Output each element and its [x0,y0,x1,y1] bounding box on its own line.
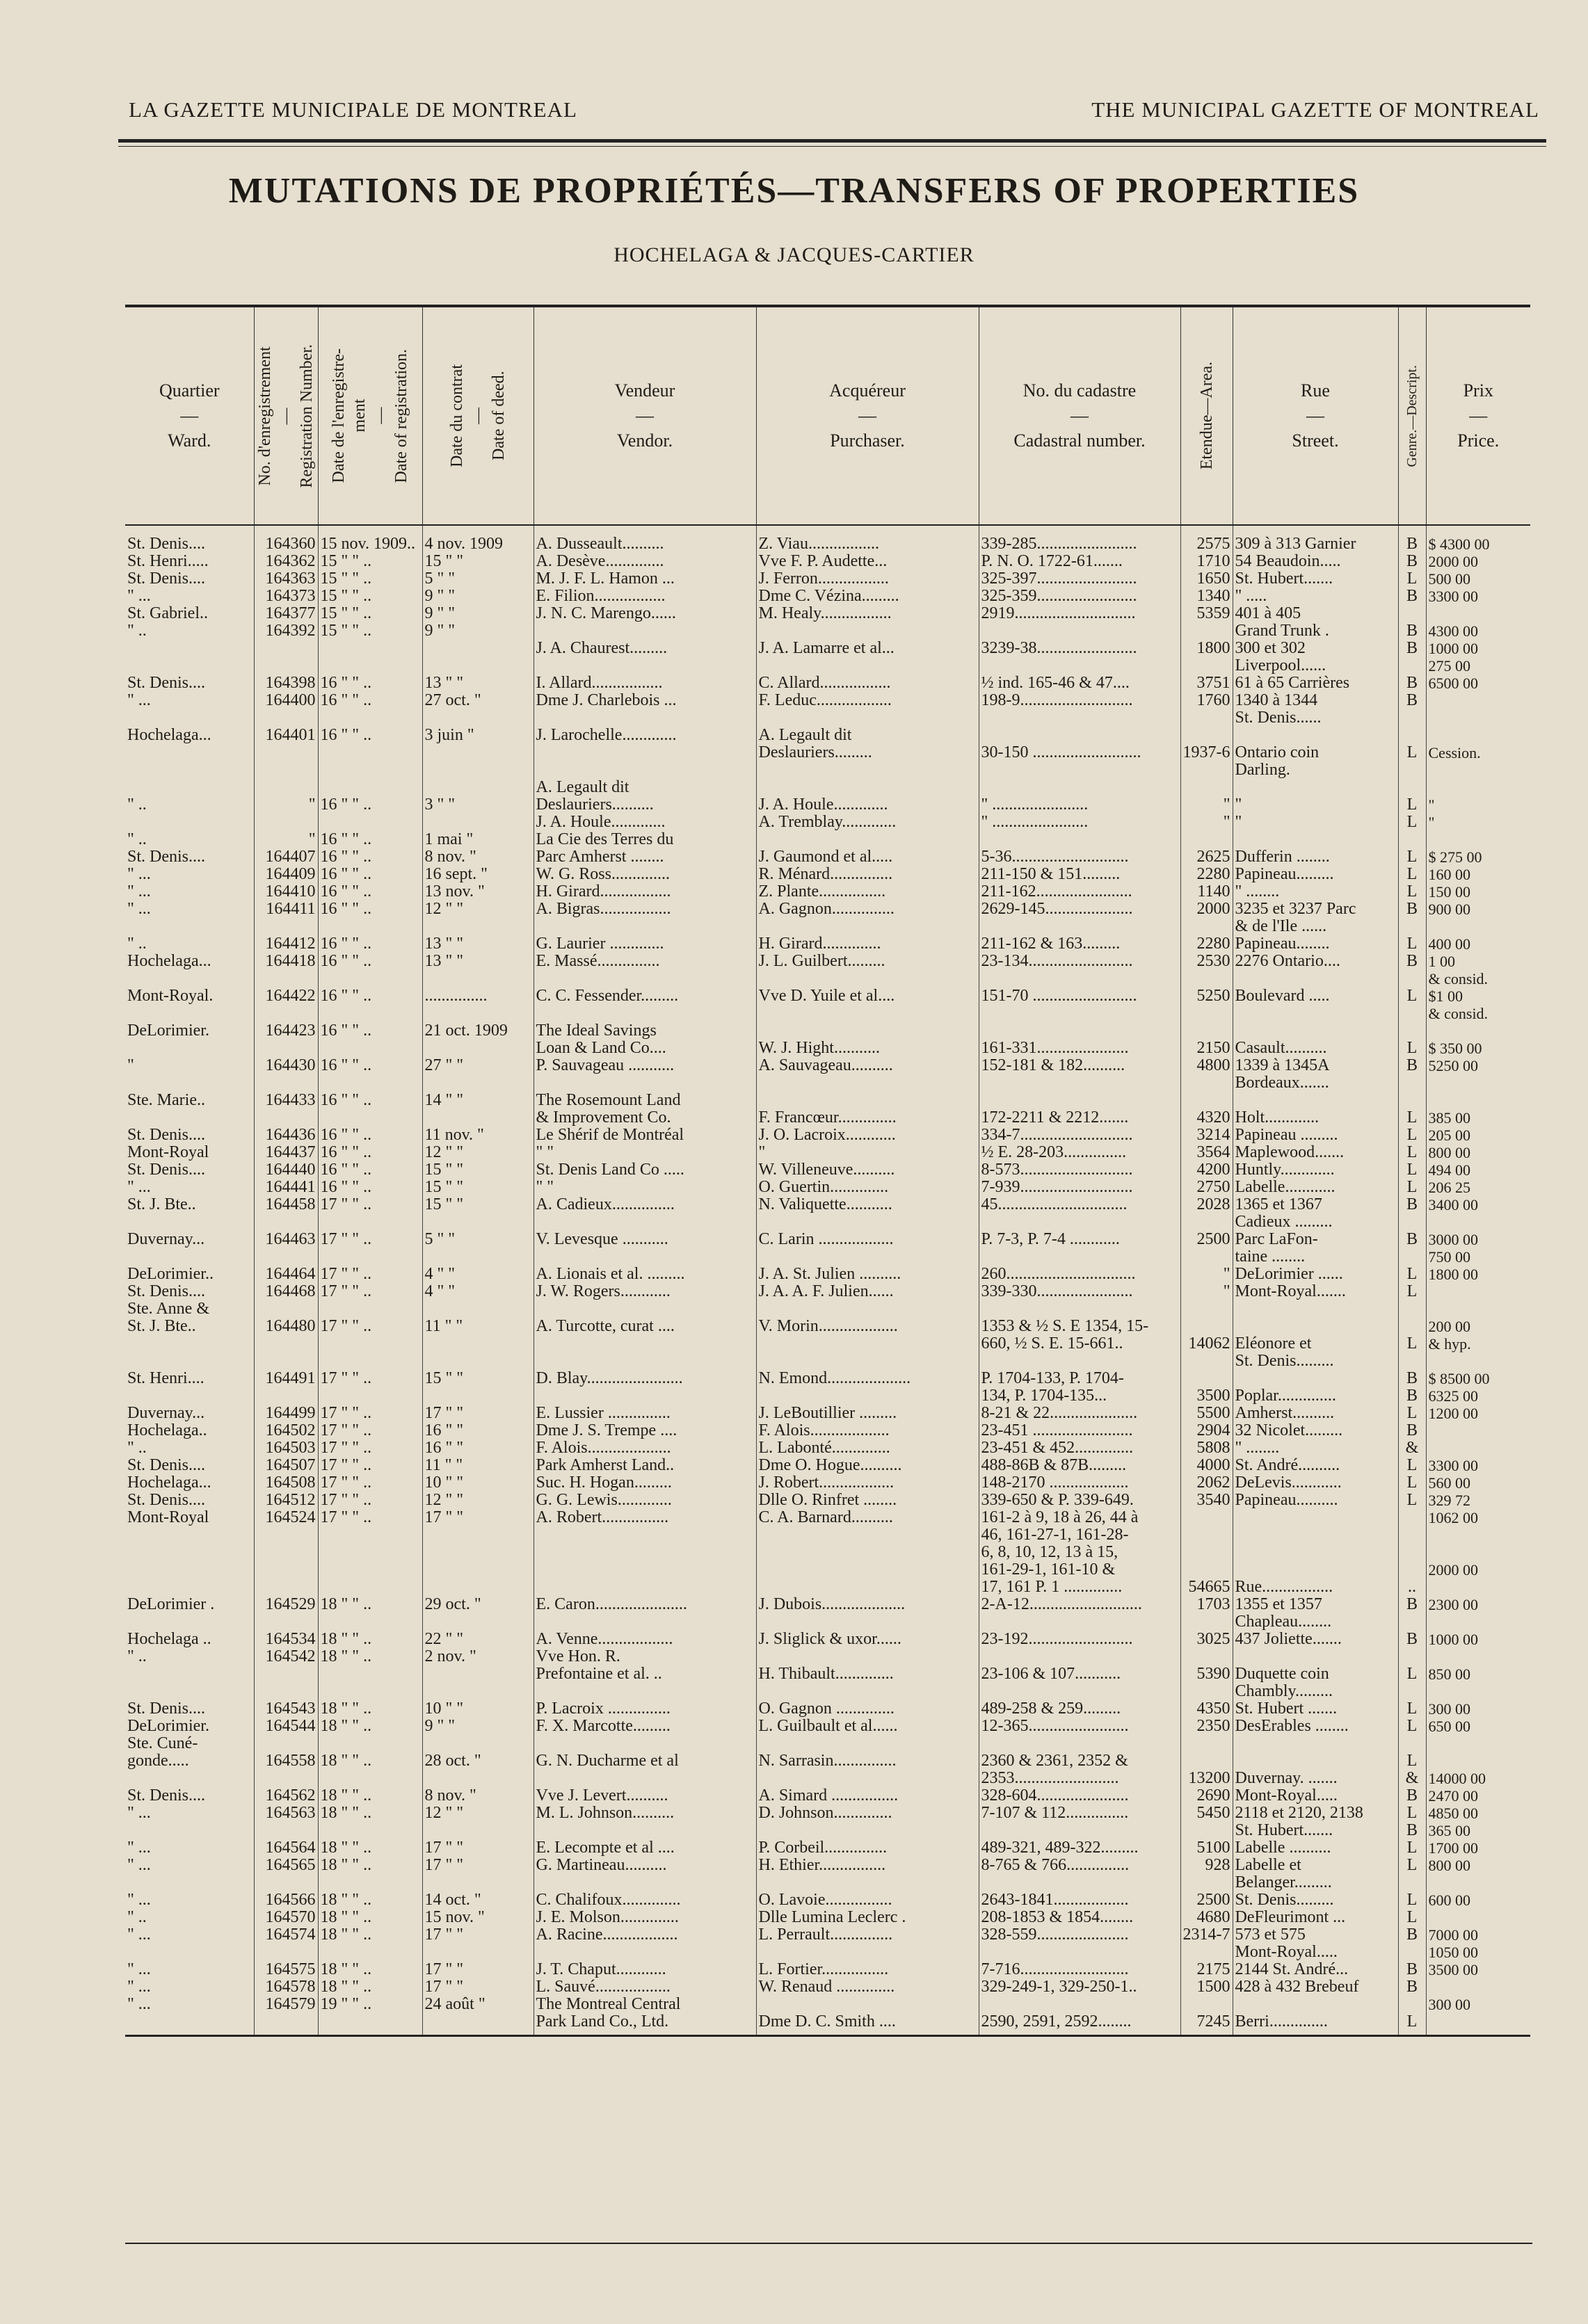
cell-area: 3214 3564 4200 2750 2028 [1180,1127,1233,1231]
cell-regdate: 15 " " .. [318,622,422,675]
cell-ward: Duvernay... [127,1231,205,1248]
table-row [125,525,1530,622]
cell-vendor: A. Legault dit Deslauriers.......... J. A. Houle............. La Cie des Terres du Parc Amherst ........ [534,779,756,866]
cell-deeddate: 13 " " 27 oct. " [422,675,534,727]
cell-cadastral: P. 1704-133, P. 1704- 134, P. 1704-135... [979,1370,1180,1405]
cell-street: St. André.......... DeLevis............ Papineau.......... Rue................. [1233,1457,1398,1596]
cell-area: 2150 4800 [1180,1022,1233,1092]
cell-genre: L L L [1398,1266,1426,1370]
table-row [125,866,1530,935]
table-row [125,987,1530,1022]
cell-cadastral: 2-A-12........................... [979,1596,1180,1631]
cell-regdate: 16 " " .. 16 " " .. 16 " " .. [318,866,422,935]
cell-cadastral: 2643-1841.................. 208-1853 & 1854........ 328-559...................... [979,1891,1180,1961]
cell-price: $ 8500 00 6325 00 [1426,1370,1530,1405]
cell-street: Holt............. [1233,1092,1398,1127]
cell-regno: 164534 164542 [254,1631,318,1700]
cell-vendor: I. Allard................. Dme J. Charlebois ... [534,675,756,727]
cell-purchaser: J. A. Houle............. A. Tremblay............. J. Gaumond et al..... [756,779,979,866]
cell-regno: 164499 164502 164503 [254,1405,318,1457]
cell-street: " " Dufferin ........ [1233,779,1398,866]
cell-street: 309 à 313 Garnier 54 Beaudoin..... St. Hubert....... " ..... 401 à 405 [1233,525,1398,622]
cell-genre: L B [1398,1022,1426,1092]
cell-ward: " ... " .. " ... [127,1891,151,1944]
running-header-right: THE MUNICIPAL GAZETTE OF MONTREAL [1091,97,1539,122]
cell-area: 1703 [1180,1596,1233,1631]
cell-street: Amherst.......... 32 Nicolet......... " ........ [1233,1405,1398,1457]
cell-cadastral: 489-321, 489-322......... 8-765 & 766............... [979,1839,1180,1891]
cell-purchaser: F. Francœur.............. [756,1092,979,1127]
cell-deeddate: 17 " " 17 " " [422,1839,534,1891]
cell-price: $ 350 00 5250 00 [1426,1022,1530,1092]
cell-street: Boulevard ..... [1233,987,1398,1022]
cell-price: 1200 00 [1426,1405,1530,1457]
cell-ward: DeLorimier.. St. Denis.... Ste. Anne & St. J. Bte.. [127,1266,214,1335]
cell-area: 1937-6 [1180,727,1233,779]
cell-deeddate: 17 " " 16 " " 16 " " [422,1405,534,1457]
cell-area: 3025 5390 [1180,1631,1233,1700]
cell-regdate: 16 " " .. 16 " " .. [318,675,422,727]
cell-deeddate: 10 " " 9 " " 28 oct. " [422,1700,534,1787]
cell-price: 1700 00 800 00 [1426,1839,1530,1891]
cell-vendor: V. Levesque ........... [534,1231,756,1266]
cell-deeddate: 17 " " 17 " " 24 août " [422,1961,534,2036]
cell-street: Ontario coin Darling. [1233,727,1398,779]
table-row [125,1457,1530,1596]
cell-cadastral: 260............................... 339-330....................... 1353 & ½ S. E 1354, 15- 660, ½ S. E. 15-661.. [979,1266,1180,1370]
cell-vendor: A. Venne.................. Vve Hon. R. Prefontaine et al. .. [534,1631,756,1700]
cell-vendor: C. C. Fessender......... [534,987,756,1022]
cell-genre: B [1398,1596,1426,1631]
cell-street: Papineau........ 2276 Ontario.... [1233,935,1398,987]
cell-cadastral: " ....................... " ....................... 5-36............................ [979,779,1180,866]
cell-genre: L B & [1398,1405,1426,1457]
cell-deeddate: 14 " " [422,1092,534,1127]
cell-deeddate: 14 oct. " 15 nov. " 17 " " [422,1891,534,1961]
cell-regno: 164566 164570 164574 [254,1891,318,1961]
cell-cadastral: 30-150 .......................... [979,727,1180,779]
cell-regdate: 17 " " .. 17 " " .. 17 " " .. [318,1266,422,1370]
cell-regdate: 18 " " .. 18 " " .. 19 " " .. [318,1961,422,2036]
cell-vendor: C. Chalifoux.............. J. E. Molson.............. A. Racine.................. [534,1891,756,1961]
cell-ward: Duvernay... Hochelaga.. " .. [127,1405,207,1457]
cell-regdate: 18 " " .. 18 " " .. 18 " " .. [318,1700,422,1787]
cell-cadastral: ½ ind. 165-46 & 47.... 198-9........................... [979,675,1180,727]
cell-street: 1355 et 1357 Chapleau........ [1233,1596,1398,1631]
cell-purchaser: Vve D. Yuile et al.... [756,987,979,1022]
cell-regno: 164401 [254,727,318,779]
cell-purchaser: Z. Viau................. Vve F. P. Audette... J. Ferron................. Dme C. Vézina......... M. Healy................. [756,525,979,622]
cell-genre: L L [1398,1839,1426,1891]
table-row [125,1231,1530,1266]
cell-area: 5500 2904 5808 [1180,1405,1233,1457]
cell-genre: L L B [1398,866,1426,935]
cell-vendor: W. G. Ross.............. H. Girard................. A. Bigras................. [534,866,756,935]
cell-price: 600 00 7000 00 1050 00 [1426,1891,1530,1961]
cell-ward: St. Denis.... " ... [127,1787,206,1822]
cell-regdate: 17 " " .. 17 " " .. 17 " " .. 17 " " .. [318,1457,422,1596]
cell-genre: B B L B [1398,525,1426,622]
cell-deeddate: 21 oct. 1909 27 " " [422,1022,534,1092]
cell-vendor: The Rosemount Land & Improvement Co. [534,1092,756,1127]
cell-genre: L L B [1398,1891,1426,1961]
cell-deeddate: 22 " " 2 nov. " [422,1631,534,1700]
cell-cadastral: 7-716.......................... 329-249-1, 329-250-1.. 2590, 2591, 2592........ [979,1961,1180,2036]
cell-genre: L L L [1398,779,1426,866]
cell-genre: B L B [1398,1787,1426,1839]
footer-rule [125,2243,1532,2244]
cell-vendor: A. Lionais et al. ......... J. W. Rogers............ A. Turcotte, curat .... [534,1266,756,1370]
cell-regdate: 16 " " .. 16 " " .. [318,935,422,987]
cell-deeddate: 4 nov. 1909 15 " " 5 " " 9 " " 9 " " [422,525,534,622]
cell-regdate: 16 " " .. 16 " " .. 16 " " .. [318,779,422,866]
header-rule-thin [118,146,1546,147]
cell-street: Parc LaFon- taine ........ [1233,1231,1398,1266]
cell-purchaser: J. Sliglick & uxor...... H. Thibault.............. [756,1631,979,1700]
cell-area: 5250 [1180,987,1233,1022]
cell-purchaser: J. O. Lacroix............ " W. Villeneuve.......... O. Guertin.............. N. Valiquette........... [756,1127,979,1231]
cell-cadastral: 211-162 & 163......... 23-134......................... [979,935,1180,987]
cell-purchaser: J. A. St. Julien .......... J. A. A. F. Julien...... V. Morin................... [756,1266,979,1370]
cell-regdate: 17 " " .. 17 " " .. 17 " " .. [318,1405,422,1457]
cell-area: 2280 2530 [1180,935,1233,987]
cell-ward: Mont-Royal. [127,987,214,1005]
cell-area: 4350 2350 13200 [1180,1700,1233,1787]
cell-street: Grand Trunk . 300 et 302 Liverpool...... [1233,622,1398,675]
cell-price: 1800 00 200 00 & hyp. [1426,1266,1530,1370]
col-purchaser: Acquéreur — Purchaser. [756,306,979,525]
cell-regno: " " 164407 [254,779,318,866]
cell-regno: 164464 164468 164480 [254,1266,318,1370]
cell-street: DeLorimier ...... Mont-Royal....... Eléonore et St. Denis......... [1233,1266,1398,1370]
col-street: Rue — Street. [1233,306,1398,525]
cell-purchaser: Dme O. Hogue.......... J. Robert.................. Dlle O. Rinfret ........ C. A. Barnard.......... [756,1457,979,1596]
cell-area: 4000 2062 3540 54665 [1180,1457,1233,1596]
cell-street: 437 Joliette....... Duquette coin Chambly......... [1233,1631,1398,1700]
cell-regno: 164463 [254,1231,318,1266]
cell-purchaser: A. Simard ................ D. Johnson.............. [756,1787,979,1839]
cell-genre: B B L [1398,1961,1426,2036]
cell-genre: B L [1398,1631,1426,1700]
cell-cadastral: 334-7........................... ½ E. 28-203............... 8-573........................... 7-939........................... 45............................... [979,1127,1180,1231]
cell-vendor: Le Shérif de Montréal " " St. Denis Land Co ..... " " A. Cadieux............... [534,1127,756,1231]
cell-regno: 164360 164362 164363 164373 164377 [254,525,318,622]
cell-regdate: 17 " " .. [318,1231,422,1266]
cell-vendor: Park Amherst Land.. Suc. H. Hogan......... G. G. Lewis............. A. Robert................ [534,1457,756,1596]
page-subtitle: HOCHELAGA & JACQUES-CARTIER [613,243,975,266]
cell-regdate: 16 " " .. [318,987,422,1022]
cell-deeddate: ............... [422,987,534,1022]
col-area: Etendue—Area. [1180,306,1233,525]
cell-regno: 164412 164418 [254,935,318,987]
cell-vendor: E. Caron...................... [534,1596,756,1631]
cell-ward: " ... " ... " ... [125,1961,254,2036]
cell-regno: 164564 164565 [254,1839,318,1891]
cell-vendor: J. Larochelle............. [534,727,756,779]
cell-genre: B [1398,1231,1426,1266]
cell-regdate: 16 " " .. [318,727,422,779]
cell-price: 4300 00 1000 00 275 00 [1426,622,1530,675]
cell-price: 6500 00 [1426,675,1530,727]
cell-deeddate: 5 " " [422,1231,534,1266]
cell-cadastral: 151-70 ......................... [979,987,1180,1022]
cell-area: 5100 928 [1180,1839,1233,1891]
cell-deeddate: 13 " " 13 " " [422,935,534,987]
cell-price: 300 00 650 00 14000 00 [1426,1700,1530,1787]
table-row [125,622,1530,675]
cell-deeddate: 15 " " [422,1370,534,1405]
cell-street: Labelle .......... Labelle et Belanger......... [1233,1839,1398,1891]
page-title: MUTATIONS DE PROPRIÉTÉS—TRANSFERS OF PROPERTIES [228,171,1360,211]
cell-area: " " 14062 [1180,1266,1233,1370]
cell-vendor: The Ideal Savings Loan & Land Co.... P. Sauvageau ........... [534,1022,756,1092]
header-rule [118,139,1546,143]
cell-deeddate: 11 nov. " 12 " " 15 " " 15 " " 15 " " [422,1127,534,1231]
cell-purchaser: J. Dubois.................... [756,1596,979,1631]
cell-cadastral: 211-150 & 151......... 211-162....................... 2629-145..................... [979,866,1180,935]
cell-ward: " .. [127,622,147,640]
cell-area: 4320 [1180,1092,1233,1127]
cell-regno: 164436 164437 164440 164441 164458 [254,1127,318,1231]
cell-ward: St. Denis.... Mont-Royal St. Denis.... " ... St. J. Bte.. [127,1127,209,1213]
cell-price: 1000 00 850 00 [1426,1631,1530,1700]
cell-genre: L [1398,1092,1426,1127]
table-row [125,1787,1530,1839]
table-row [125,1839,1530,1891]
table-row [125,779,1530,866]
cell-regdate: 18 " " .. 18 " " .. [318,1839,422,1891]
cell-ward: St. Denis.... St. Henri..... St. Denis.... " ... St. Gabriel.. [127,535,209,622]
cell-area: " " 2625 [1180,779,1233,866]
cell-ward: St. Denis.... " ... [127,675,206,709]
cell-street: Mont-Royal..... 2118 et 2120, 2138 St. Hubert....... [1233,1787,1398,1839]
transfers-table [125,305,1530,2037]
cell-cadastral: 161-331...................... 152-181 & 182.......... [979,1022,1180,1092]
cell-cadastral: 23-192......................... 23-106 & 107........... [979,1631,1180,1700]
cell-regno: 164491 [254,1370,318,1405]
table-row [125,1596,1530,1631]
cell-area: 2175 1500 7245 [1180,1961,1233,2036]
cell-purchaser: J. A. Lamarre et al... [756,622,979,675]
cell-vendor: E. Lussier ............... Dme J. S. Trempe .... F. Alois.................... [534,1405,756,1457]
table-row [125,1700,1530,1787]
cell-price: 385 00 [1426,1092,1530,1127]
cell-street: Papineau......... " ........ 3235 et 3237 Parc & de l'Ile ...... [1233,866,1398,935]
cell-cadastral: 8-21 & 22..................... 23-451 ........................ 23-451 & 452.............. [979,1405,1180,1457]
cell-regno: 164575 164578 164579 [254,1961,318,2036]
cell-regdate: 17 " " .. [318,1370,422,1405]
cell-street: St. Hubert ....... DesErables ........ Duvernay. ....... [1233,1700,1398,1787]
cell-genre: L L L & [1398,1700,1426,1787]
cell-purchaser: O. Lavoie................ Dlle Lumina Leclerc . L. Perrault............... [756,1891,979,1961]
cell-genre: L L L L B [1398,1127,1426,1231]
cell-deeddate: 4 " " 4 " " 11 " " [422,1266,534,1370]
cell-genre: L [1398,987,1426,1022]
cell-area: 1800 [1180,622,1233,675]
cell-purchaser: C. Larin .................. [756,1231,979,1266]
cell-purchaser: R. Ménard............... Z. Plante................ A. Gagnon............... [756,866,979,935]
cell-purchaser: H. Girard.............. J. L. Guilbert......... [756,935,979,987]
cell-genre: B B [1398,1370,1426,1405]
cell-regdate: 18 " " .. 18 " " .. [318,1631,422,1700]
cell-street: 61 à 65 Carrières 1340 à 1344 St. Denis...... [1233,675,1398,727]
cell-regdate: 16 " " .. 16 " " .. [318,1022,422,1092]
cell-regdate: 18 " " .. 18 " " .. 18 " " .. [318,1891,422,1961]
cell-purchaser: W. J. Hight........... A. Sauvageau.......... [756,1022,979,1092]
cell-price: 2300 00 [1426,1596,1530,1631]
cell-deeddate: 11 " " 10 " " 12 " " 17 " " [422,1457,534,1596]
cell-ward: DeLorimier. " [127,1022,209,1074]
cell-vendor: J. A. Chaurest......... [534,622,756,675]
cell-ward: DeLorimier . [127,1596,215,1613]
table-row [125,1961,1530,2036]
cell-regno: 164562 164563 [254,1787,318,1839]
cell-price: 205 00 800 00 494 00 206 25 3400 00 [1426,1127,1530,1231]
table-row [125,935,1530,987]
table-row [125,1266,1530,1370]
cell-genre: L [1398,727,1426,779]
cell-area: 2500 [1180,1231,1233,1266]
cell-ward: Ste. Marie.. [127,1092,205,1109]
cell-genre: L B [1398,935,1426,987]
cell-ward: St. Denis.... Hochelaga... St. Denis.... Mont-Royal [127,1457,211,1526]
cell-price: 3000 00 750 00 [1426,1231,1530,1266]
table-row [125,1631,1530,1700]
cell-regno: 164433 [254,1092,318,1127]
cell-deeddate: 3 juin " [422,727,534,779]
cell-street: Casault.......... 1339 à 1345A Bordeaux....... [1233,1022,1398,1092]
col-vendor: Vendeur — Vendor. [534,306,756,525]
table-row [125,1022,1530,1092]
table-header-row [125,306,1530,525]
cell-area: 2500 4680 2314-7 [1180,1891,1233,1961]
cell-ward: " .. Hochelaga... [127,935,211,970]
cell-area: 2690 5450 [1180,1787,1233,1839]
cell-area: 3751 1760 [1180,675,1233,727]
cell-regno: 164422 [254,987,318,1022]
running-header-left: LA GAZETTE MUNICIPALE DE MONTREAL [129,97,577,122]
cell-area: 3500 [1180,1370,1233,1405]
cell-price: 160 00 150 00 900 00 [1426,866,1530,935]
cell-purchaser: L. Fortier................ W. Renaud .............. Dme D. C. Smith .... [756,1961,979,2036]
cell-vendor: Vve J. Levert.......... M. L. Johnson.......... [534,1787,756,1839]
cell-regno: 164423 164430 [254,1022,318,1092]
table-row [125,1891,1530,1961]
cell-vendor: G. Laurier ............. E. Massé............... [534,935,756,987]
cell-cadastral: 3239-38........................ [979,622,1180,675]
cell-price: 3300 00 560 00 329 72 1062 00 2000 00 [1426,1457,1530,1596]
cell-deeddate: 9 " " [422,622,534,675]
cell-price: Cession. [1426,727,1530,779]
cell-ward: Hochelaga... [127,727,211,744]
cell-price: 400 00 1 00 & consid. [1426,935,1530,987]
cell-cadastral: 489-258 & 259......... 12-365........................ 2360 & 2361, 2352 & 2353......................... [979,1700,1180,1787]
cell-vendor: P. Lacroix ............... F. X. Marcotte......... G. N. Ducharme et al [534,1700,756,1787]
cell-price: 2470 00 4850 00 365 00 [1426,1787,1530,1839]
cell-vendor: E. Lecompte et al .... G. Martineau.......... [534,1839,756,1891]
cell-regdate: 18 " " .. [318,1596,422,1631]
cell-cadastral: 488-86B & 87B......... 148-2170 ................... 339-650 & P. 339-649. 161-2 à 9, 18 à 26, 44 à 46, 161-27-1, 161-28- 6, 8, 10, 12, 13 à 15, 161-29-1, 161-10 & 17, 161 P. 1 .............. [979,1457,1180,1596]
cell-ward: " ... " ... [127,1839,151,1874]
cell-price: $1 00 & consid. [1426,987,1530,1022]
cell-regdate: 16 " " .. 16 " " .. 16 " " .. 16 " " .. 17 " " .. [318,1127,422,1231]
cell-regdate: 16 " " .. [318,1092,422,1127]
cell-purchaser: A. Legault dit Deslauriers......... [756,727,979,779]
cell-street: 2144 St. André... 428 à 432 Brebeuf Berri.............. [1233,1961,1398,2036]
cell-cadastral: 328-604...................... 7-107 & 112............... [979,1787,1180,1839]
cell-price: " " $ 275 00 [1426,779,1530,866]
table-body [125,525,1530,2036]
cell-genre: L L L .. [1398,1457,1426,1596]
col-regno: No. d'enregistrement — Registration Number. [254,306,318,525]
table-row [125,1405,1530,1457]
cell-regno: 164392 [254,622,318,675]
col-cadastral: No. du cadastre — Cadastral number. [979,306,1180,525]
cell-ward: St. Denis.... DeLorimier. Ste. Cuné- gonde..... [127,1700,209,1770]
cell-cadastral: P. 7-3, P. 7-4 ............ [979,1231,1180,1266]
col-ward: Quartier — Ward. [125,306,254,525]
cell-purchaser: O. Gagnon .............. L. Guilbault et al...... N. Sarrasin............... [756,1700,979,1787]
cell-regno: 164409 164410 164411 [254,866,318,935]
cell-vendor: J. T. Chaput............ L. Sauvé.................. The Montreal Central Park Land Co., Ltd. [534,1961,756,2036]
cell-deeddate: 8 nov. " 12 " " [422,1787,534,1839]
cell-purchaser: P. Corbeil............... H. Ethier................ [756,1839,979,1891]
cell-vendor: A. Dusseault.......... A. Desève.............. M. J. F. L. Hamon ... E. Filion................. J. N. C. Marengo...... [534,525,756,622]
col-price: Prix — Price. [1426,306,1530,525]
cell-regno: 164529 [254,1596,318,1631]
cell-ward: " .. " .. St. Denis.... [127,796,206,866]
cell-deeddate: 16 sept. " 13 nov. " 12 " " [422,866,534,935]
col-deeddate: Date du contrat — Date of deed. [422,306,534,525]
cell-street: Papineau ......... Maplewood....... Huntly............. Labelle............ 1365 et 1367 Cadieux ......... [1233,1127,1398,1231]
table-row [125,1370,1530,1405]
cell-price: 3500 00 300 00 [1426,1961,1530,2036]
cell-purchaser: C. Allard................. F. Leduc.................. [756,675,979,727]
cell-area: 2280 1140 2000 [1180,866,1233,935]
cell-ward: Hochelaga .. " .. [127,1631,211,1665]
table-row [125,675,1530,727]
cell-cadastral: 172-2211 & 2212....... [979,1092,1180,1127]
cell-regno: 164507 164508 164512 164524 [254,1457,318,1596]
cell-genre: B B [1398,622,1426,675]
cell-deeddate: 3 " " 1 mai " 8 nov. " [422,779,534,866]
cell-regno: 164398 164400 [254,675,318,727]
cell-vendor: D. Blay....................... [534,1370,756,1405]
cell-purchaser: N. Emond.................... [756,1370,979,1405]
cell-regdate: 18 " " .. 18 " " .. [318,1787,422,1839]
col-regdate: Date de l'enregistre- ment — Date of registration. [318,306,422,525]
table-row [125,1092,1530,1127]
cell-price: $ 4300 00 2000 00 500 00 3300 00 [1426,525,1530,622]
cell-ward: St. Henri.... [127,1370,204,1387]
col-genre: Genre.—Descript. [1398,306,1426,525]
table-row [125,1127,1530,1231]
cell-regno: 164543 164544 164558 [254,1700,318,1787]
cell-genre: B B [1398,675,1426,727]
cell-deeddate: 29 oct. " [422,1596,534,1631]
cell-purchaser: J. LeBoutillier ......... F. Alois................... L. Labonté.............. [756,1405,979,1457]
cell-street: Poplar.............. [1233,1370,1398,1405]
table-row [125,727,1530,779]
cell-street: St. Denis......... DeFleurimont ... 573 et 575 Mont-Royal..... [1233,1891,1398,1961]
cell-ward: " ... " ... " ... [127,866,151,918]
cell-regdate: 15 nov. 1909.. 15 " " .. 15 " " .. 15 " " .. 15 " " .. [318,525,422,622]
cell-cadastral: 339-285........................ P. N. O. 1722-61....... 325-397........................ 325-359........................ 2919............................. [979,525,1180,622]
cell-area: 2575 1710 1650 1340 5359 [1180,525,1233,622]
